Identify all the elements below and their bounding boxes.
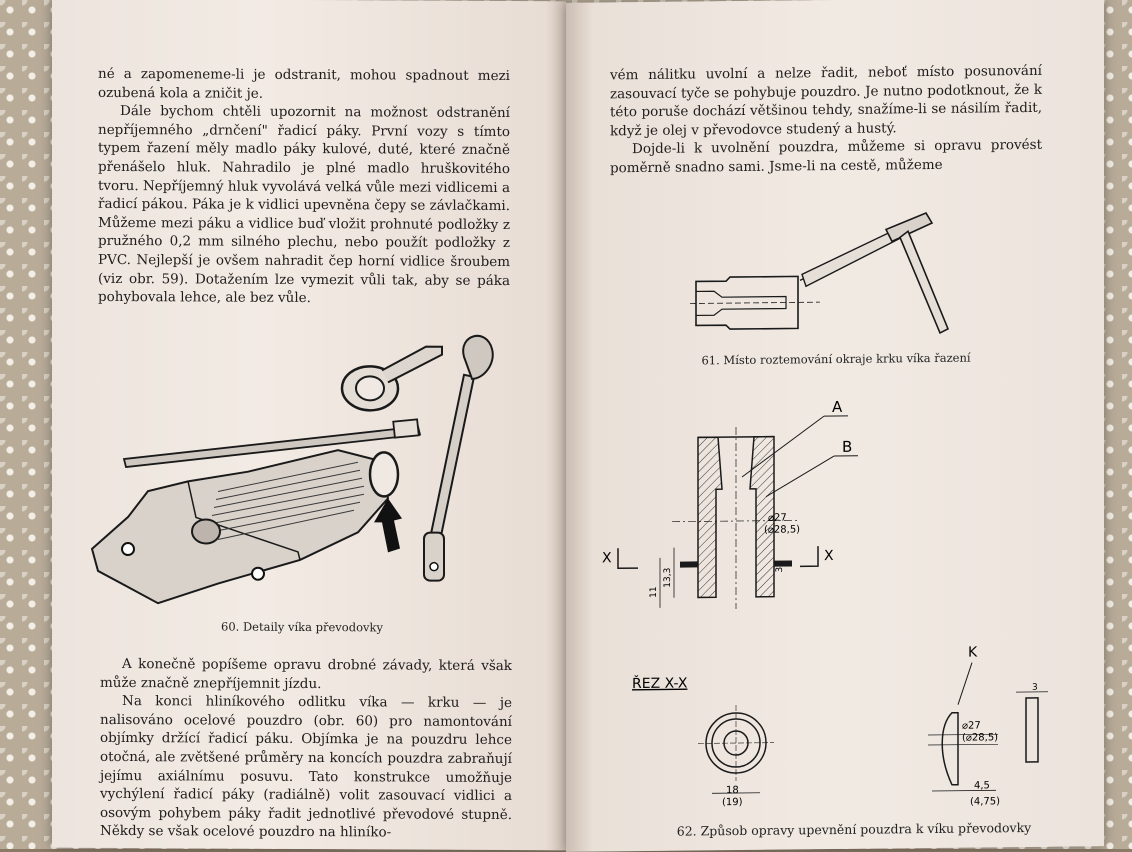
left-paragraph-1: né a zapomeneme-li je odstranit, mohou spadnout mezi ozubená kola a zničit je. bbox=[98, 65, 510, 104]
figure-62-caption: 62. Způsob opravy upevnění pouzdra k víku převodovky bbox=[594, 819, 1104, 839]
left-page bbox=[52, 0, 566, 850]
left-paragraph-2: Dále bychom chtěli upozornit na možnost odstranění nepříjemného „drnčení" řadicí páky. První vozy s tímto typem řazení měly madlo páky kulové, duté, které značně přenášelo hluk. Nahradilo je plné madlo hruškovitého tvoru. Nepříjemný hluk vyvolává velká vůle mezi vidlicemi a řadicí pákou. Páka je k vidlici upevněna čepy se závlačkami. Můžeme mezi páku a vidlice buď vložit prohnuté podložky z pružného 0,2 mm silného plechu, nebo použít podložky z PVC. Nejlepší je ovšem nahradit čep horní vidlice šroubem (viz obr. 59). Dotažením lze vymezit vůli tak, aby se páka pohybovala lehce, ale bez vůle. bbox=[98, 102, 510, 309]
dim-18: 18 bbox=[726, 785, 739, 796]
dim-3: 3 bbox=[775, 567, 785, 573]
label-k: K bbox=[968, 645, 978, 661]
left-text-top bbox=[98, 65, 510, 309]
hammer-peening-drawing bbox=[686, 208, 986, 341]
left-paragraph-3: A konečně popíšeme opravu drobné závady, která však může značně znepříjemnit jízdu. bbox=[100, 655, 512, 694]
dim-19: (19) bbox=[722, 797, 743, 808]
dim-3-detail: 3 bbox=[1032, 683, 1038, 693]
dim-28-5: (⌀28,5) bbox=[764, 524, 800, 535]
right-text-top bbox=[610, 62, 1042, 178]
dim-4-75: (4,75) bbox=[970, 796, 1000, 807]
label-a: A bbox=[832, 398, 843, 416]
label-b: B bbox=[842, 438, 852, 456]
right-page bbox=[566, 0, 1104, 852]
figure-60-caption: 60. Detaily víka převodovky bbox=[92, 619, 512, 635]
right-paragraph-1: vém nálitku uvolní a nelze řadit, neboť místo posunování zasouvací tyče se pohybuje pouzdro. Je nutno podotknout, že k této poruše dochází většinou tehdy, snažíme-li se násilím řadit, když je olej v převodovce studený a hustý. bbox=[610, 62, 1042, 141]
dim-27-detail: ⌀27 bbox=[962, 720, 981, 731]
dim-27: ⌀27 bbox=[768, 513, 787, 524]
dim-28-5-detail: (⌀28,5) bbox=[962, 732, 998, 743]
dim-4-5: 4,5 bbox=[974, 780, 990, 791]
dim-11: 11 bbox=[649, 586, 659, 598]
dim-13-3: 13,3 bbox=[663, 568, 673, 588]
bushing-section-drawing bbox=[586, 393, 1104, 818]
gearbox-cover-illustration bbox=[88, 321, 508, 613]
label-x-right: X bbox=[824, 548, 834, 564]
left-paragraph-4: Na konci hliníkového odlitku víka — krku — je nalisováno ocelové pouzdro (obr. 60) pro namontování objímky držící řadicí páku. Objímka je na pouzdru lehce otočná, ale zvětšené průměry na koncích pouzdra zabraňují jejímu axiálnímu posuvu. Tato konstrukce umožňuje vychýlení řadicí páky (radiálně) volit zasouvací vidlici a osovým pohybem páky řadit jednotlivé převodové stupně. Někdy se však ocelové pouzdro na hliníko- bbox=[100, 692, 512, 843]
left-text-bottom bbox=[100, 655, 512, 843]
figure-61-caption: 61. Místo roztemování okraje krku víka řazení bbox=[586, 349, 1086, 368]
section-title: ŘEZ X-X bbox=[632, 675, 688, 693]
label-x-left: X bbox=[602, 550, 612, 566]
right-paragraph-2: Dojde-li k uvolnění pouzdra, můžeme si opravu provést poměrně snadno sami. Jsme-li na cestě, můžeme bbox=[610, 136, 1042, 178]
